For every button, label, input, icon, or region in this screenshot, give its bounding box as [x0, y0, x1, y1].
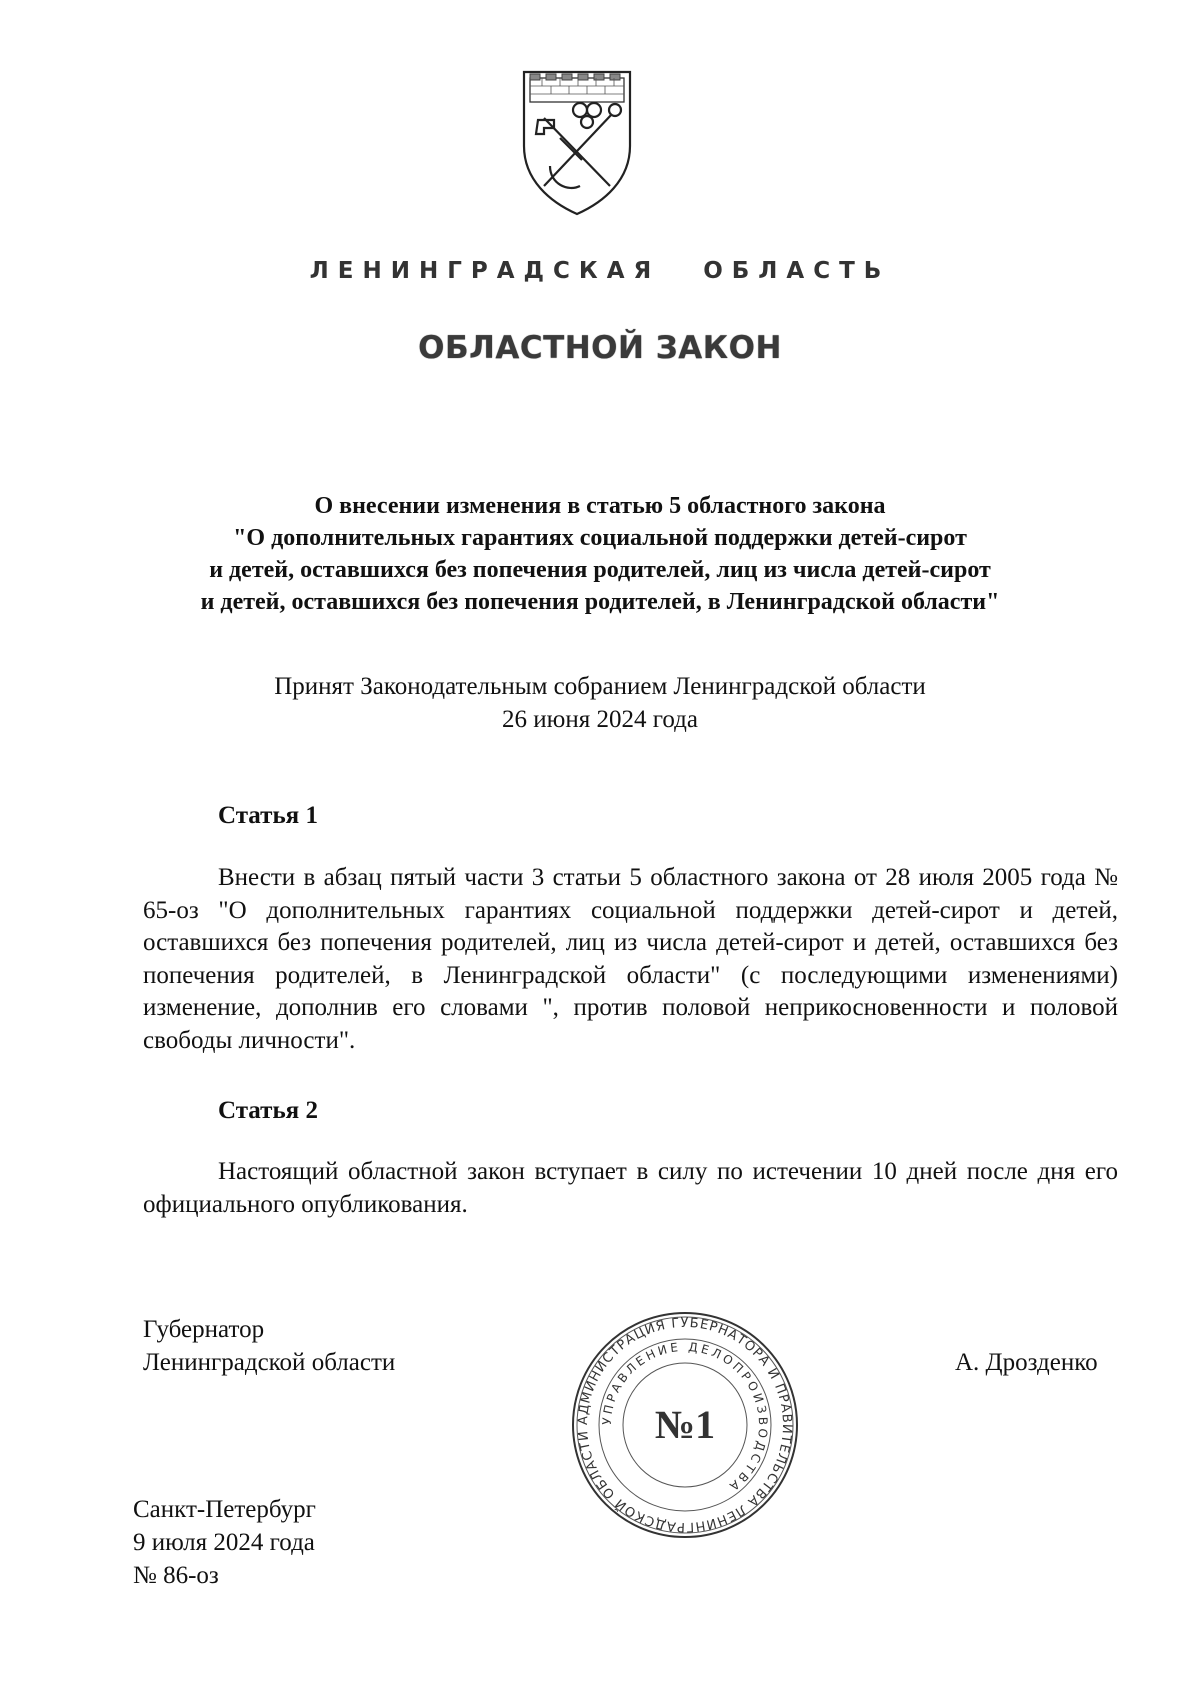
signing-city: Санкт-Петербург [133, 1496, 316, 1523]
signatory-name: А. Дрозденко [955, 1349, 1098, 1376]
signing-date: 9 июля 2024 года [133, 1529, 315, 1556]
law-title-line: "О дополнительных гарантиях социальной поддержки детей-сирот [233, 525, 967, 551]
position-title: Губернатор [143, 1316, 265, 1343]
article-1-text: Внести в абзац пятый части 3 статьи 5 областного закона от 28 июля 2005 года № 65-оз "О дополнительных гарантиях социальной поддержки детей-сирот и детей, оставшихся без попечения родителей, лиц из числа детей-сирот и детей, оставшихся без попечения родителей, в Ленинградской области" (с последующими изменениями) изменение, дополнив его словами ", против половой неприкосновенности и половой свободы личности". [143, 864, 1118, 1054]
law-title [0, 490, 1200, 618]
coat-of-arms-icon [520, 68, 634, 218]
law-title-line: и детей, оставшихся без попечения родителей, в Ленинградской области" [200, 589, 1000, 615]
position-region: Ленинградской области [143, 1349, 396, 1376]
region-name: ЛЕНИНГРАДСКАЯ ОБЛАСТЬ [309, 258, 891, 284]
official-seal [570, 1310, 800, 1540]
adoption-note [0, 670, 1200, 736]
article-1-heading: Статья 1 [218, 802, 318, 829]
document-type: ОБЛАСТНОЙ ЗАКОН [418, 330, 782, 366]
law-number: № 86-оз [133, 1562, 219, 1589]
seal-number: №1 [654, 1402, 716, 1447]
adoption-date: 26 июня 2024 года [502, 706, 698, 733]
signatory-position [143, 1313, 395, 1379]
seal-inner-text: УПРАВЛЕНИЕ ДЕЛОПРОИЗВОДСТВА [599, 1339, 771, 1496]
article-2-text: Настоящий областной закон вступает в силу по истечении 10 дней после дня его официального опубликования. [143, 1158, 1118, 1218]
signing-place-date [133, 1493, 316, 1592]
law-title-line: и детей, оставшихся без попечения родителей, лиц из числа детей-сирот [209, 557, 991, 583]
article-2-heading: Статья 2 [218, 1097, 318, 1124]
adoption-body: Принят Законодательным собранием Ленинградской области [274, 673, 926, 700]
seal-outer-text: АДМИНИСТРАЦИЯ ГУБЕРНАТОРА И ПРАВИТЕЛЬСТВА ЛЕНИНГРАДСКОЙ ОБЛАСТИ [575, 1315, 795, 1535]
law-title-line: О внесении изменения в статью 5 областного закона [314, 493, 886, 519]
